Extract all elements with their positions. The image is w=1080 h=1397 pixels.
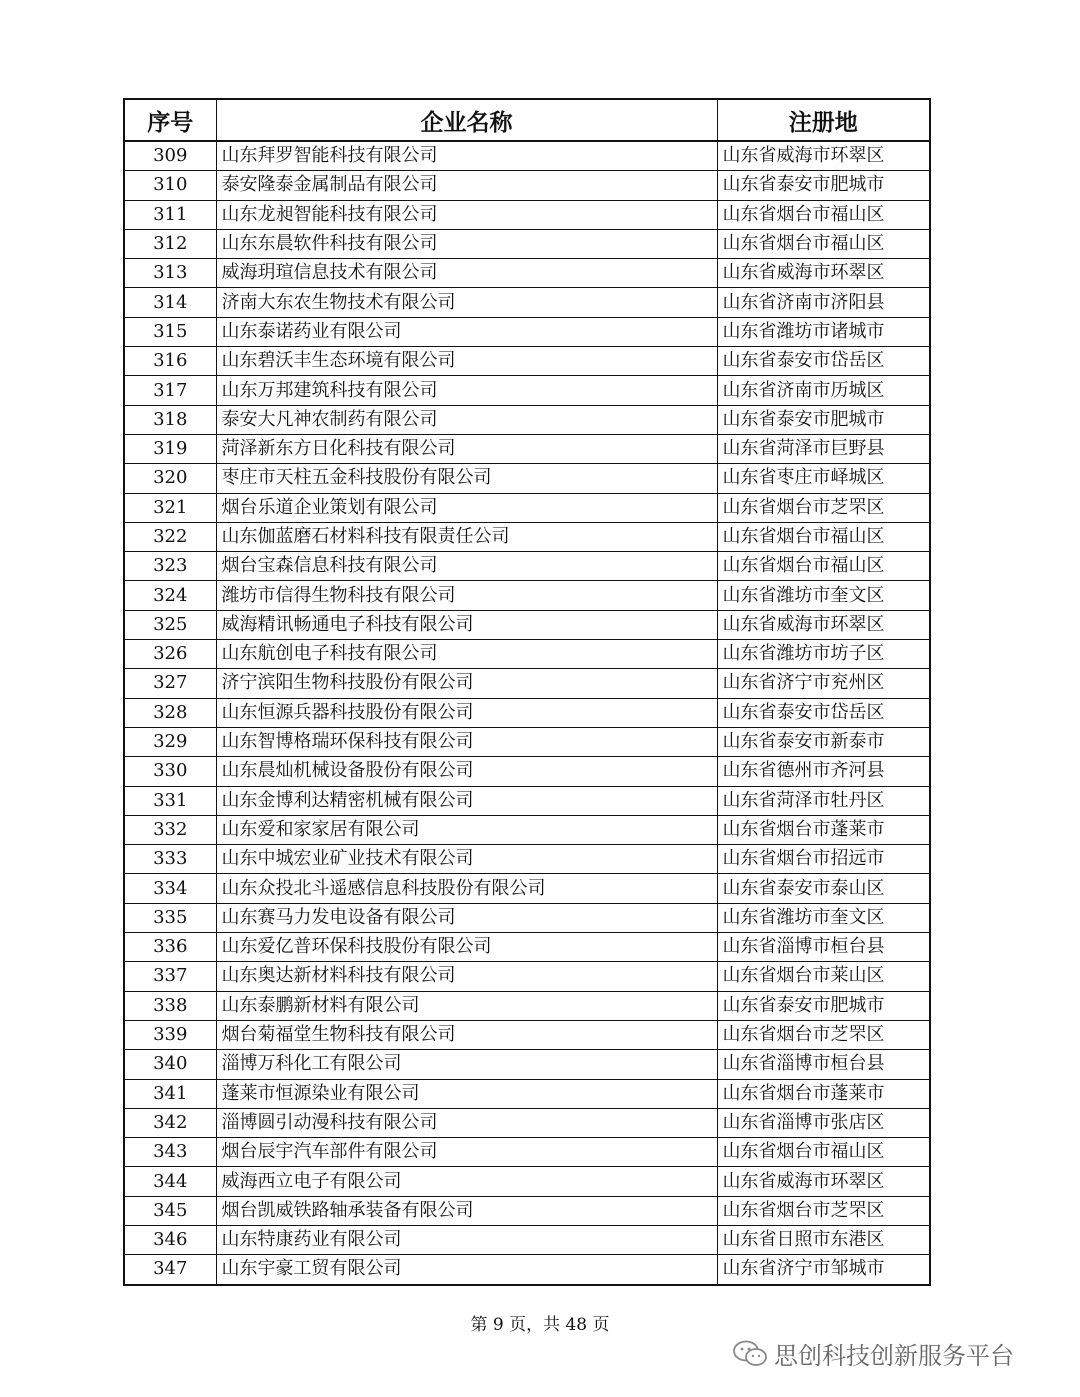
table-row xyxy=(124,640,930,669)
registered-location: 山东省德州市齐河县 xyxy=(717,757,930,786)
company-name: 山东恒源兵器科技股份有限公司 xyxy=(216,698,717,727)
company-name: 山东特康药业有限公司 xyxy=(216,1225,717,1254)
company-name: 泰安大凡神农制药有限公司 xyxy=(216,405,717,434)
table-row xyxy=(124,1108,930,1137)
registered-location: 山东省烟台市芝罘区 xyxy=(717,493,930,522)
table-row xyxy=(124,903,930,932)
row-number: 332 xyxy=(124,815,216,844)
company-name: 蓬莱市恒源染业有限公司 xyxy=(216,1079,717,1108)
registered-location: 山东省日照市东港区 xyxy=(717,1225,930,1254)
registered-location: 山东省枣庄市峄城区 xyxy=(717,464,930,493)
row-number: 309 xyxy=(124,141,216,171)
registered-location: 山东省潍坊市坊子区 xyxy=(717,640,930,669)
row-number: 326 xyxy=(124,640,216,669)
table-row xyxy=(124,229,930,258)
row-number: 313 xyxy=(124,259,216,288)
registered-location: 山东省烟台市福山区 xyxy=(717,522,930,551)
table-row xyxy=(124,1196,930,1225)
company-name: 枣庄市天柱五金科技股份有限公司 xyxy=(216,464,717,493)
company-name: 济宁滨阳生物科技股份有限公司 xyxy=(216,669,717,698)
row-number: 341 xyxy=(124,1079,216,1108)
company-name: 山东赛马力发电设备有限公司 xyxy=(216,903,717,932)
row-number: 327 xyxy=(124,669,216,698)
row-number: 346 xyxy=(124,1225,216,1254)
company-name: 泰安隆泰金属制品有限公司 xyxy=(216,171,717,200)
registered-location: 山东省烟台市福山区 xyxy=(717,200,930,229)
company-name: 山东碧沃丰生态环境有限公司 xyxy=(216,347,717,376)
registered-location: 山东省泰安市肥城市 xyxy=(717,171,930,200)
company-name: 菏泽新东方日化科技有限公司 xyxy=(216,434,717,463)
table-row xyxy=(124,405,930,434)
company-name: 烟台宝森信息科技有限公司 xyxy=(216,552,717,581)
table-row xyxy=(124,552,930,581)
company-name: 烟台辰宇汽车部件有限公司 xyxy=(216,1138,717,1167)
table-row xyxy=(124,200,930,229)
row-number: 316 xyxy=(124,347,216,376)
company-name: 潍坊市信得生物科技有限公司 xyxy=(216,581,717,610)
registered-location: 山东省济南市济阳县 xyxy=(717,288,930,317)
registered-location: 山东省威海市环翠区 xyxy=(717,610,930,639)
row-number: 336 xyxy=(124,933,216,962)
company-name: 烟台菊福堂生物科技有限公司 xyxy=(216,1020,717,1049)
registered-location: 山东省淄博市桓台县 xyxy=(717,933,930,962)
company-name: 济南大东农生物技术有限公司 xyxy=(216,288,717,317)
registered-location: 山东省泰安市岱岳区 xyxy=(717,698,930,727)
registered-location: 山东省威海市环翠区 xyxy=(717,259,930,288)
table-row xyxy=(124,493,930,522)
table-row xyxy=(124,259,930,288)
table-row xyxy=(124,874,930,903)
table-row xyxy=(124,1079,930,1108)
company-name: 山东航创电子科技有限公司 xyxy=(216,640,717,669)
registered-location: 山东省淄博市桓台县 xyxy=(717,1050,930,1079)
registered-location: 山东省威海市环翠区 xyxy=(717,141,930,171)
registered-location: 山东省泰安市肥城市 xyxy=(717,991,930,1020)
row-number: 344 xyxy=(124,1167,216,1196)
company-name: 山东拜罗智能科技有限公司 xyxy=(216,141,717,171)
registered-location: 山东省济南市历城区 xyxy=(717,376,930,405)
registered-location: 山东省烟台市福山区 xyxy=(717,552,930,581)
company-name: 烟台凯威铁路轴承装备有限公司 xyxy=(216,1196,717,1225)
row-number: 343 xyxy=(124,1138,216,1167)
company-name: 山东东晨软件科技有限公司 xyxy=(216,229,717,258)
table-row xyxy=(124,376,930,405)
table-row xyxy=(124,1050,930,1079)
row-number: 322 xyxy=(124,522,216,551)
registered-location: 山东省烟台市芝罘区 xyxy=(717,1020,930,1049)
header-location: 注册地 xyxy=(717,99,930,141)
table-row xyxy=(124,845,930,874)
row-number: 337 xyxy=(124,962,216,991)
row-number: 317 xyxy=(124,376,216,405)
table-row xyxy=(124,962,930,991)
registered-location: 山东省潍坊市奎文区 xyxy=(717,903,930,932)
header-num: 序号 xyxy=(124,99,216,141)
table-row xyxy=(124,757,930,786)
table-row xyxy=(124,434,930,463)
registered-location: 山东省烟台市莱山区 xyxy=(717,962,930,991)
table-row xyxy=(124,991,930,1020)
registered-location: 山东省潍坊市奎文区 xyxy=(717,581,930,610)
row-number: 345 xyxy=(124,1196,216,1225)
row-number: 335 xyxy=(124,903,216,932)
company-name: 山东智博格瑞环保科技有限公司 xyxy=(216,727,717,756)
table-row xyxy=(124,698,930,727)
registered-location: 山东省泰安市肥城市 xyxy=(717,405,930,434)
registered-location: 山东省烟台市蓬莱市 xyxy=(717,1079,930,1108)
table-row xyxy=(124,171,930,200)
company-name: 山东宇豪工贸有限公司 xyxy=(216,1255,717,1285)
row-number: 323 xyxy=(124,552,216,581)
row-number: 340 xyxy=(124,1050,216,1079)
row-number: 320 xyxy=(124,464,216,493)
row-number: 330 xyxy=(124,757,216,786)
table-row xyxy=(124,610,930,639)
company-name: 威海玥瑄信息技术有限公司 xyxy=(216,259,717,288)
company-name: 山东爱亿普环保科技股份有限公司 xyxy=(216,933,717,962)
registered-location: 山东省烟台市蓬莱市 xyxy=(717,815,930,844)
company-name: 威海西立电子有限公司 xyxy=(216,1167,717,1196)
company-name: 山东伽蓝磨石材料科技有限责任公司 xyxy=(216,522,717,551)
watermark xyxy=(732,1336,1014,1371)
company-name: 淄博万科化工有限公司 xyxy=(216,1050,717,1079)
registered-location: 山东省烟台市芝罘区 xyxy=(717,1196,930,1225)
registered-location: 山东省潍坊市诸城市 xyxy=(717,317,930,346)
row-number: 339 xyxy=(124,1020,216,1049)
row-number: 311 xyxy=(124,200,216,229)
row-number: 329 xyxy=(124,727,216,756)
registered-location: 山东省泰安市新泰市 xyxy=(717,727,930,756)
company-name: 山东晨灿机械设备股份有限公司 xyxy=(216,757,717,786)
table-row xyxy=(124,1138,930,1167)
registered-location: 山东省烟台市福山区 xyxy=(717,1138,930,1167)
table-row xyxy=(124,1225,930,1254)
company-name: 烟台乐道企业策划有限公司 xyxy=(216,493,717,522)
row-number: 325 xyxy=(124,610,216,639)
table-row xyxy=(124,933,930,962)
table-body xyxy=(124,141,930,1285)
company-name: 山东泰诺药业有限公司 xyxy=(216,317,717,346)
row-number: 328 xyxy=(124,698,216,727)
header-name: 企业名称 xyxy=(216,99,717,141)
registered-location: 山东省泰安市岱岳区 xyxy=(717,347,930,376)
row-number: 338 xyxy=(124,991,216,1020)
row-number: 315 xyxy=(124,317,216,346)
table-row xyxy=(124,317,930,346)
registered-location: 山东省菏泽市牡丹区 xyxy=(717,786,930,815)
table-row xyxy=(124,727,930,756)
row-number: 334 xyxy=(124,874,216,903)
row-number: 314 xyxy=(124,288,216,317)
table-row xyxy=(124,1255,930,1285)
registered-location: 山东省济宁市兖州区 xyxy=(717,669,930,698)
watermark-text: 思创科技创新服务平台 xyxy=(774,1342,1014,1370)
row-number: 331 xyxy=(124,786,216,815)
row-number: 333 xyxy=(124,845,216,874)
wechat-icon xyxy=(732,1339,768,1369)
registered-location: 山东省烟台市招远市 xyxy=(717,845,930,874)
row-number: 318 xyxy=(124,405,216,434)
row-number: 312 xyxy=(124,229,216,258)
row-number: 310 xyxy=(124,171,216,200)
registered-location: 山东省菏泽市巨野县 xyxy=(717,434,930,463)
table-row xyxy=(124,1167,930,1196)
registered-location: 山东省济宁市邹城市 xyxy=(717,1255,930,1285)
company-name: 淄博圆引动漫科技有限公司 xyxy=(216,1108,717,1137)
company-name: 山东爱和家家居有限公司 xyxy=(216,815,717,844)
company-name: 威海精讯畅通电子科技有限公司 xyxy=(216,610,717,639)
company-name: 山东奥达新材料科技有限公司 xyxy=(216,962,717,991)
row-number: 319 xyxy=(124,434,216,463)
table-row xyxy=(124,786,930,815)
company-table xyxy=(123,98,931,1286)
registered-location: 山东省淄博市张店区 xyxy=(717,1108,930,1137)
row-number: 347 xyxy=(124,1255,216,1285)
company-name: 山东中城宏业矿业技术有限公司 xyxy=(216,845,717,874)
company-name: 山东泰鹏新材料有限公司 xyxy=(216,991,717,1020)
table-row xyxy=(124,141,930,171)
table-row xyxy=(124,1020,930,1049)
company-name: 山东万邦建筑科技有限公司 xyxy=(216,376,717,405)
table-row xyxy=(124,288,930,317)
registered-location: 山东省威海市环翠区 xyxy=(717,1167,930,1196)
table-row xyxy=(124,522,930,551)
table-row xyxy=(124,669,930,698)
row-number: 342 xyxy=(124,1108,216,1137)
table-row xyxy=(124,464,930,493)
row-number: 321 xyxy=(124,493,216,522)
company-name: 山东金博利达精密机械有限公司 xyxy=(216,786,717,815)
table-row xyxy=(124,815,930,844)
page-footer: 第 9 页，共 48 页 xyxy=(470,1315,610,1335)
table-row xyxy=(124,347,930,376)
company-name: 山东众投北斗遥感信息科技股份有限公司 xyxy=(216,874,717,903)
registered-location: 山东省烟台市福山区 xyxy=(717,229,930,258)
registered-location: 山东省泰安市泰山区 xyxy=(717,874,930,903)
company-name: 山东龙昶智能科技有限公司 xyxy=(216,200,717,229)
table-row xyxy=(124,581,930,610)
table-header-row xyxy=(124,99,930,141)
row-number: 324 xyxy=(124,581,216,610)
